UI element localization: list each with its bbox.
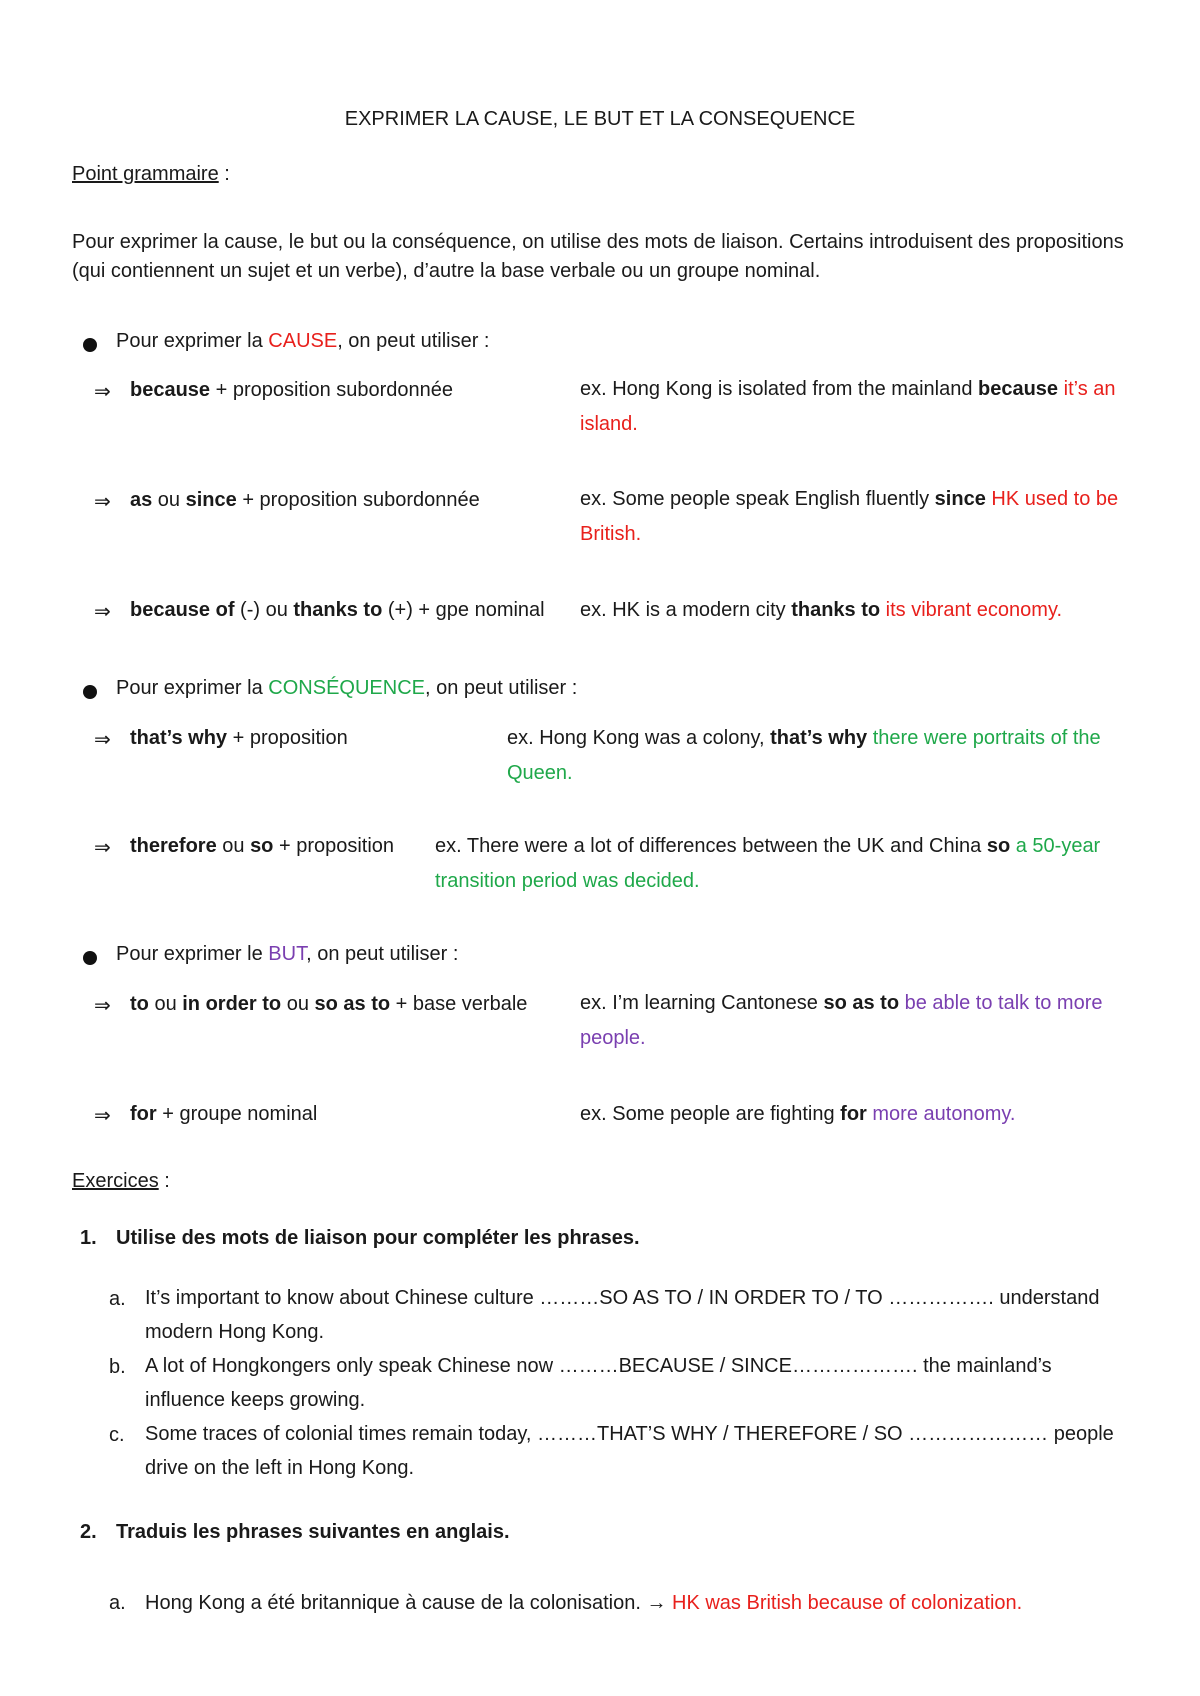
rule-keyword-2: since	[185, 489, 237, 511]
example-text: ex. Hong Kong was a colony,	[507, 727, 771, 749]
example-keyword: thanks to	[791, 599, 881, 621]
exercises-heading: Exercices	[72, 1170, 159, 1192]
exercise-2a-line	[145, 1592, 1022, 1615]
bullet-dot-icon	[83, 685, 97, 699]
example-clause: its vibrant economy.	[880, 599, 1063, 621]
rule-keyword-2: thanks to	[293, 599, 383, 621]
purpose-bullet-pre: Pour exprimer le	[116, 943, 269, 965]
exercises-heading-line	[72, 1170, 170, 1193]
implies-arrow-icon: ⇒	[94, 1105, 111, 1127]
example-clause: HK used to be British.	[580, 488, 1119, 545]
exercise-1-title: Utilise des mots de liaison pour compléter les phrases.	[116, 1227, 640, 1249]
cause-example-1	[580, 372, 1150, 442]
consequence-rule-1	[130, 727, 348, 750]
implies-arrow-icon: ⇒	[94, 837, 111, 859]
example-clause: more autonomy.	[866, 1103, 1016, 1125]
rule-keyword: because of	[130, 599, 235, 621]
right-arrow-icon: →	[646, 1592, 667, 1614]
purpose-rule-2	[130, 1103, 317, 1126]
rule-rest: + proposition	[273, 835, 395, 857]
rule-rest: + proposition	[227, 727, 348, 749]
cause-rule-3	[130, 599, 545, 622]
page-title: EXPRIMER LA CAUSE, LE BUT ET LA CONSEQUENCE	[344, 108, 856, 130]
bullet-dot-icon	[83, 951, 97, 965]
rule-keyword: therefore	[130, 835, 217, 857]
consequence-bullet	[116, 677, 577, 700]
rule-keyword: that’s why	[130, 727, 228, 749]
purpose-example-1	[580, 986, 1160, 1056]
cause-bullet	[116, 330, 490, 353]
consequence-rule-2	[130, 835, 394, 858]
implies-arrow-icon: ⇒	[94, 995, 111, 1017]
cause-keyword: CAUSE	[268, 330, 338, 352]
example-text: ex. There were a lot of differences between the UK and China	[435, 835, 987, 857]
implies-arrow-icon: ⇒	[94, 729, 111, 751]
rule-rest: (+) + gpe nominal	[382, 599, 545, 621]
consequence-keyword: CONSÉQUENCE	[268, 677, 425, 699]
consequence-bullet-pre: Pour exprimer la	[116, 677, 269, 699]
example-keyword: since	[934, 488, 986, 510]
rule-keyword-3: so as to	[314, 993, 391, 1015]
implies-arrow-icon: ⇒	[94, 381, 111, 403]
example-text: ex. I’m learning Cantonese	[580, 992, 824, 1014]
example-text: ex. Hong Kong is isolated from the mainland	[580, 378, 978, 400]
purpose-bullet-post: , on peut utiliser :	[306, 943, 459, 965]
rule-keyword: to	[130, 993, 149, 1015]
exercise-1a-letter: a.	[109, 1288, 126, 1310]
rule-rest: + proposition subordonnée	[236, 489, 480, 511]
exercise-1a-text: It’s important to know about Chinese culture ………SO AS TO / IN ORDER TO / TO ……………. understand modern Hong Kong.	[145, 1287, 1100, 1343]
cause-bullet-pre: Pour exprimer la	[116, 330, 269, 352]
example-clause: a 50-year transition period was decided.	[435, 835, 1101, 892]
exercise-2-title: Traduis les phrases suivantes en anglais.	[116, 1521, 510, 1543]
example-text: ex. Some people speak English fluently	[580, 488, 935, 510]
purpose-rule-1	[130, 993, 527, 1016]
grammar-heading: Point grammaire	[72, 163, 219, 185]
exercises-heading-suffix: :	[158, 1170, 170, 1192]
implies-arrow-icon: ⇒	[94, 491, 111, 513]
exercise-2a-letter: a.	[109, 1592, 126, 1614]
rule-keyword-2: in order to	[182, 993, 282, 1015]
grammar-heading-suffix: :	[218, 163, 230, 185]
cause-example-3	[580, 599, 1062, 622]
example-keyword: that’s why	[770, 727, 868, 749]
grammar-intro: Pour exprimer la cause, le but ou la conséquence, on utilise des mots de liaison. Certains introduisent des propositions (qui contiennent un sujet et un verbe), d’autre la base verbale ou un groupe nominal.	[72, 231, 1124, 282]
cause-rule-2	[130, 489, 480, 512]
bullet-dot-icon	[83, 338, 97, 352]
rule-mid: ou	[148, 993, 183, 1015]
example-clause: be able to talk to more people.	[580, 992, 1103, 1049]
exercise-2a-answer: HK was British because of colonization.	[666, 1592, 1023, 1614]
rule-mid: (-) ou	[234, 599, 294, 621]
consequence-bullet-post: , on peut utiliser :	[424, 677, 578, 699]
purpose-example-2	[580, 1103, 1015, 1126]
rule-keyword: as	[130, 489, 153, 511]
cause-example-2	[580, 482, 1150, 552]
exercise-1c-letter: c.	[109, 1424, 125, 1446]
consequence-example-1	[507, 721, 1147, 791]
example-keyword: so	[986, 835, 1011, 857]
rule-rest: + base verbale	[390, 993, 528, 1015]
example-keyword: so as to	[823, 992, 900, 1014]
grammar-heading-line	[72, 163, 230, 186]
rule-mid-2: ou	[281, 993, 315, 1015]
rule-mid: ou	[152, 489, 186, 511]
example-clause: it’s an island.	[580, 378, 1116, 435]
exercise-2-number: 2.	[80, 1521, 97, 1543]
example-clause: there were portraits of the Queen.	[507, 727, 1101, 784]
rule-keyword: because	[130, 379, 211, 401]
consequence-example-2	[435, 829, 1147, 899]
rule-rest: + proposition subordonnée	[210, 379, 454, 401]
exercise-1b-letter: b.	[109, 1356, 126, 1378]
rule-rest: + groupe nominal	[156, 1103, 318, 1125]
implies-arrow-icon: ⇒	[94, 601, 111, 623]
purpose-bullet	[116, 943, 458, 966]
exercise-2a-text: Hong Kong a été britannique à cause de la colonisation.	[145, 1592, 647, 1614]
example-keyword: because	[978, 378, 1059, 400]
rule-keyword-2: so	[250, 835, 274, 857]
example-text: ex. HK is a modern city	[580, 599, 792, 621]
rule-keyword: for	[130, 1103, 157, 1125]
purpose-keyword: BUT	[268, 943, 307, 965]
cause-bullet-post: , on peut utiliser :	[337, 330, 490, 352]
example-keyword: for	[840, 1103, 867, 1125]
exercise-1-number: 1.	[80, 1227, 97, 1249]
exercise-1c-text: Some traces of colonial times remain today, ………THAT’S WHY / THEREFORE / SO ………………… people drive on the left in Hong Kong.	[145, 1423, 1114, 1479]
exercise-1b-text: A lot of Hongkongers only speak Chinese now ………BECAUSE / SINCE………………. the mainland’s influence keeps growing.	[145, 1355, 1052, 1411]
example-text: ex. Some people are fighting	[580, 1103, 841, 1125]
cause-rule-1	[130, 379, 453, 402]
rule-mid: ou	[216, 835, 251, 857]
